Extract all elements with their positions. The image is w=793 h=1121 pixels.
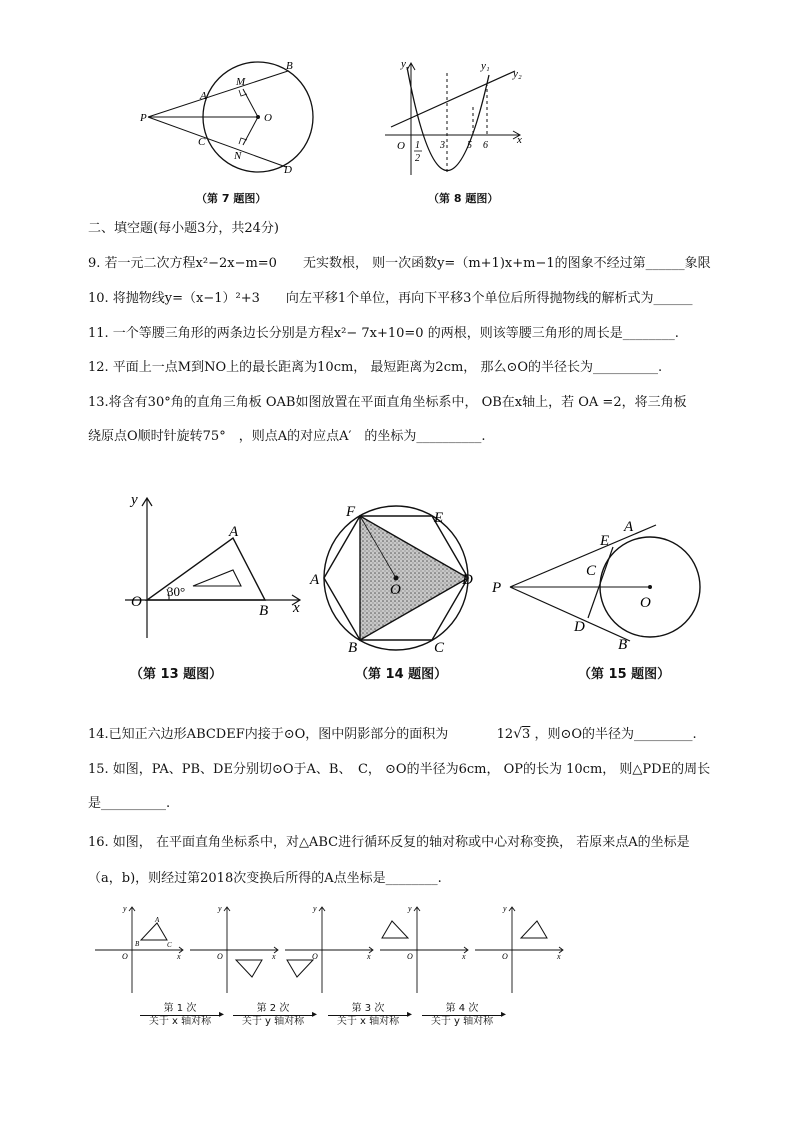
p0-y: y [123,904,127,913]
fig8-caption: （第 8 题图） [428,192,499,205]
fig7-label-o: O [264,112,272,124]
fig8-label-y: y [401,58,406,70]
fig14-label-e: E [434,510,444,526]
figure-14 [310,500,480,660]
step-2-bottom: 关于 y 轴对称 [241,1016,305,1027]
fig8-label-3: 3 [440,140,445,151]
transform-panel-1 [190,904,278,993]
fig15-label-o: O [640,595,651,611]
p0-o: O [122,952,128,961]
q14-text-before: 14.已知正六边形ABCDEF内接于⊙O，图中阴影部分的面积为 [88,727,449,742]
p1-y: y [218,904,222,913]
figure-7 [140,55,330,205]
fig15-caption: （第 15 题图） [578,667,671,682]
fig8-label-y2: y₂ [513,68,522,80]
fig7-label-c: C [198,136,206,148]
p0-a: A [155,916,160,924]
question-16-line1: 16. 如图， 在平面直角坐标系中，对△ABC进行循环反复的轴对称或中心对称变换， 若原来点A的坐标是 [88,835,690,850]
fig13-label-y: y [131,492,138,508]
transform-panel-2 [285,904,373,993]
fig14-label-a: A [310,572,320,588]
fig14-label-o: O [390,582,401,598]
fig13-label-o: O [131,594,142,610]
question-14: 14.已知正六边形ABCDEF内接于⊙O，图中阴影部分的面积为 12√3 ，则⊙O的半径为_________. [88,726,697,742]
figure-15 [490,515,680,655]
p3-x: x [462,952,466,961]
p2-x: x [367,952,371,961]
fig7-label-m: M [236,76,246,88]
fig15-label-a: A [624,519,634,535]
q14-text-after: ，则⊙O的半径为_________. [534,727,697,742]
fig15-label-c: C [586,563,597,579]
question-16-line2: （a，b)，则经过第2018次变换后所得的A点坐标是________. [88,871,442,886]
question-9: 9. 若一元二次方程x²−2x−m=0 无实数根， 则一次函数y=（m+1)x+m−1的图象不经过第______象限 [88,256,711,271]
p4-y: y [503,904,507,913]
step-4: 第 4 次 ▸ 关于 y 轴对称 [422,1003,502,1028]
q14-coefficient: 12 [496,727,514,742]
q14-radicand: 3 [522,727,531,742]
step-4-top: 第 4 次 [445,1003,479,1014]
fig14-label-f: F [346,504,356,520]
fig14-label-c: C [434,640,445,656]
p4-x: x [557,952,561,961]
step-1: 第 1 次 ▸ 关于 x 轴对称 [140,1003,220,1028]
fig8-label-half-num: 1 [415,140,420,151]
question-12: 12. 平面上一点M到ΝΟ上的最长距离为10cm， 最短距离为2cm， 那么⊙O的半径长为__________. [88,360,663,375]
p3-o: O [407,952,413,961]
fig14-label-b: B [348,640,358,656]
question-13-line2: 绕原点O顺时针旋转75° ，则点A的对应点A′ 的坐标为__________. [88,429,486,444]
fig8-label-o: O [397,140,405,152]
figure-8 [385,55,535,195]
fig13-label-a: A [229,524,239,540]
fig15-label-p: P [492,580,502,596]
fig13-label-x: x [293,600,300,616]
question-15-line2: 是__________. [88,796,171,811]
question-15-line1: 15. 如图，PA、PB、DE分别切⊙O于A、B、 C， ⊙O的半径为6cm， OP的长为 10cm， 则△PDE的周长 [88,762,711,777]
fig7-label-p: P [140,112,147,124]
p1-x: x [272,952,276,961]
step-1-top: 第 1 次 [163,1003,197,1014]
step-3: 第 3 次 ▸ 关于 x 轴对称 [328,1003,408,1028]
p4-o: O [502,952,508,961]
fig7-label-b: B [286,60,293,72]
fig14-label-d: D [462,572,473,588]
step-2-top: 第 2 次 [256,1003,290,1014]
step-1-bottom: 关于 x 轴对称 [148,1016,212,1027]
fig7-label-d: D [284,164,292,176]
transform-panel-3 [380,904,468,993]
p1-o: O [217,952,223,961]
question-10: 10. 将抛物线y=（x−1）²+3 向左平移1个单位，再向下平移3个单位后所得抛物线的解析式为______ [88,291,693,306]
p0-c: C [167,941,172,949]
transform-panel-4 [475,904,563,993]
p3-y: y [408,904,412,913]
fig13-caption: （第 13 题图） [130,667,223,682]
question-13-line1: 13.将含有30°角的直角三角板 OAB如图放置在平面直角坐标系中， OB在x轴上，若 OA =2，将三角板 [88,395,687,410]
fig8-label-5: 5 [467,140,472,151]
fig7-caption: （第 7 题图） [196,192,267,205]
fig8-label-y1: y₁ [481,60,490,72]
step-2: 第 2 次 ▸ 关于 y 轴对称 [233,1003,313,1028]
step-4-bottom: 关于 y 轴对称 [430,1016,494,1027]
fig8-label-x: x [517,134,522,146]
fig13-label-b: B [259,603,269,619]
p2-y: y [313,904,317,913]
fig15-label-b: B [618,637,628,653]
question-11: 11. 一个等腰三角形的两条边长分别是方程x²− 7x+10=0 的两根，则该等腰三角形的周长是________. [88,326,679,341]
fig14-caption: （第 14 题图） [355,667,448,682]
p2-o: O [312,952,318,961]
p0-b: B [135,940,140,948]
step-3-top: 第 3 次 [351,1003,385,1014]
fig8-label-6: 6 [483,140,488,151]
fig13-label-angle: 30° [167,584,186,599]
fig8-label-half-den: 2 [415,153,420,164]
fig15-label-d: D [574,619,585,635]
fig15-label-e: E [600,533,610,549]
step-3-bottom: 关于 x 轴对称 [336,1016,400,1027]
transform-sequence [95,905,575,995]
fig7-label-a: A [200,90,207,102]
section-heading: 二、填空题(每小题3分，共24分) [88,221,279,236]
fig7-label-n: N [234,150,242,162]
figure-13 [125,490,305,640]
transform-panel-0 [95,904,183,993]
p0-x: x [177,952,181,961]
